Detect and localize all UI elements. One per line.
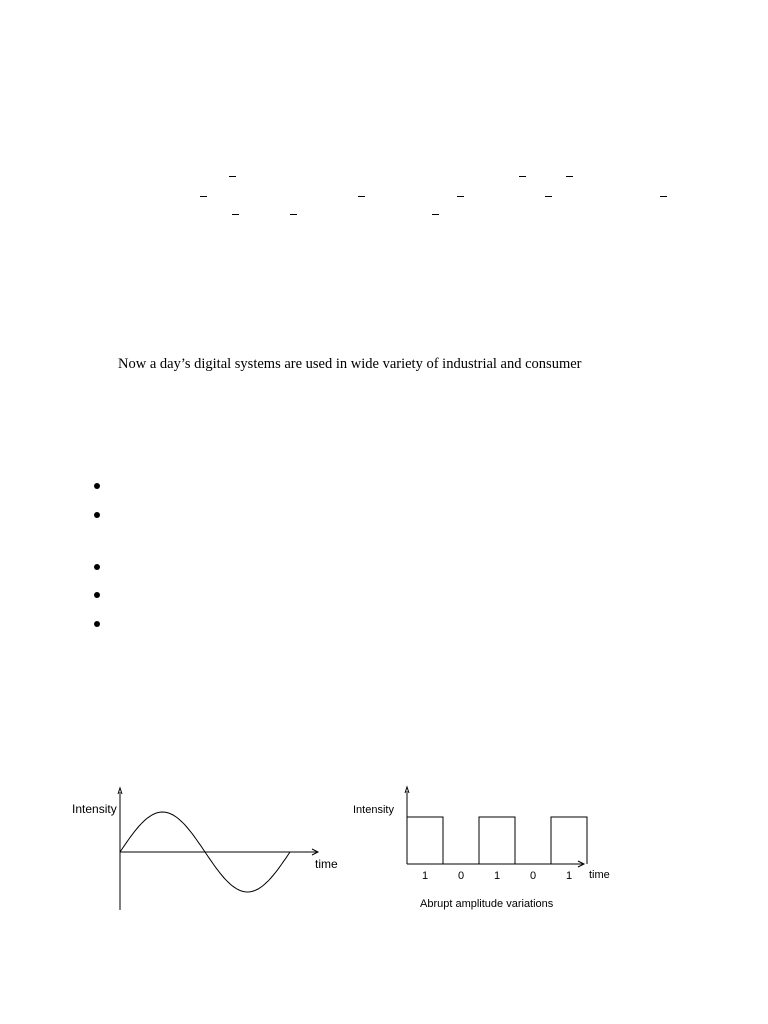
x-axis-label: time [315, 857, 338, 871]
bit-label: 0 [458, 870, 465, 882]
bit-label: 1 [422, 870, 429, 882]
bullet-point [94, 483, 100, 489]
dash-mark [229, 176, 236, 177]
x-axis-label: time [589, 869, 610, 881]
dash-mark [358, 196, 365, 197]
dash-mark [232, 214, 239, 215]
dash-mark [290, 214, 297, 215]
bit-label: 1 [494, 870, 501, 882]
pulse-high [479, 817, 515, 864]
analog-signal-chart [60, 780, 350, 915]
dash-mark [660, 196, 667, 197]
dash-mark [519, 176, 526, 177]
dash-mark [432, 214, 439, 215]
dash-mark [545, 196, 552, 197]
pulse-high [407, 817, 443, 864]
pulse-high [551, 817, 587, 864]
digital-signal-chart [345, 785, 620, 915]
bit-label: 0 [530, 870, 537, 882]
bullet-point [94, 621, 100, 627]
y-axis-label: Intensity [72, 802, 117, 816]
chart-caption: Abrupt amplitude variations [420, 898, 554, 910]
bullet-point [94, 512, 100, 518]
dash-mark [566, 176, 573, 177]
bullet-point [94, 592, 100, 598]
dash-mark [457, 196, 464, 197]
bullet-point [94, 564, 100, 570]
bit-label: 1 [566, 870, 573, 882]
paragraph-text: Now a day’s digital systems are used in wide variety of industrial and consumer [118, 356, 582, 372]
y-axis-label: Intensity [353, 804, 394, 816]
dash-mark [200, 196, 207, 197]
